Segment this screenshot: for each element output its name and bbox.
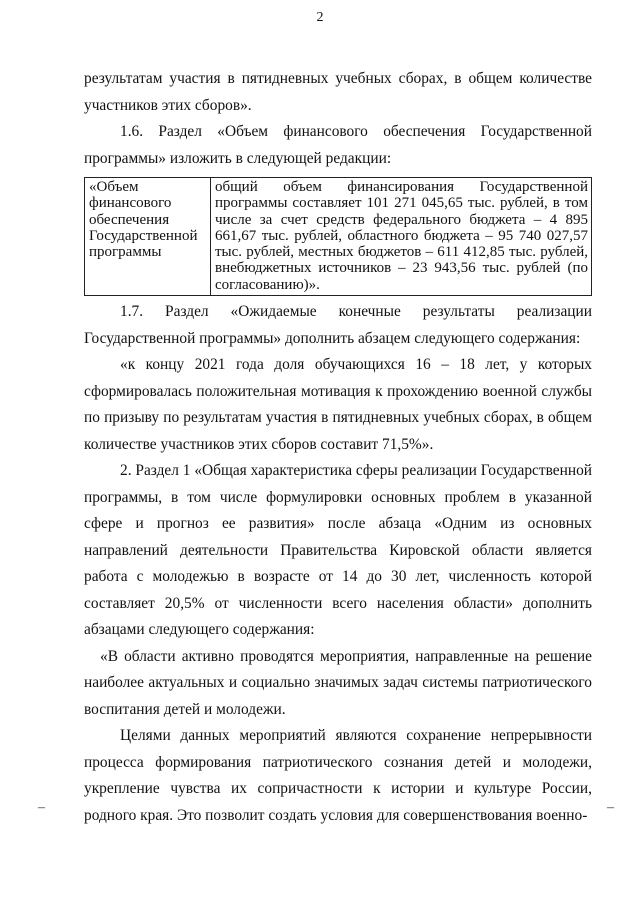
- document-body: [84, 66, 592, 829]
- right-margin-mark: –: [607, 800, 614, 815]
- paragraph-2: 2. Раздел 1 «Общая характеристика сферы реализации Государственной программы, в том числе формулировки основных проблем в указанной сфере и прогноз ее развития» после абзаца «Одним из основных направлений деятельности Правительства Кировской области является работа с молодежью в возрасте от 14 до 30 лет, численность которой составляет 20,5% от численности всего населения области» дополнить абзацами следующего содержания:: [84, 462, 592, 639]
- paragraph-continuation: результатам участия в пятидневных учебных сборах, в общем количестве участников этих сборов».: [84, 70, 592, 114]
- left-margin-mark: –: [38, 800, 45, 815]
- paragraph-1-6: 1.6. Раздел «Объем финансового обеспечения Государственной программы» изложить в следующей редакции:: [84, 123, 592, 167]
- table-row: [85, 178, 592, 296]
- funding-table: [84, 177, 592, 296]
- paragraph-quote-activities: «В области активно проводятся мероприятия, направленные на решение наиболее актуальных и социально значимых задач системы патриотического воспитания детей и молодежи.: [84, 647, 592, 718]
- table-cell-value: общий объем финансирования Государственной программы составляет 101 271 045,65 тыс. рублей, в том числе за счет средств федерального бюджета – 4 895 661,67 тыс. рублей, областного бюджета – 95 740 027,57 тыс. рублей, местных бюджетов – 611 412,85 тыс. рублей, внебюджетных источников – 23 943,56 тыс. рублей (по согласованию)».: [211, 178, 592, 296]
- paragraph-quote-2021: «к концу 2021 года доля обучающихся 16 – 18 лет, у которых сформировалась положительная мотивация к прохождению военной службы по призыву по результатам участия в пятидневных учебных сборах, в общем количестве участников этих сборов составит 71,5%».: [84, 356, 592, 453]
- paragraph-goals: Целями данных мероприятий являются сохранение непрерывности процесса формирования патриотического сознания детей и молодежи, укрепление чувства их сопричастности к истории и культуре России, родного края. Это позволит создать условия для совершенствования военно-: [84, 727, 592, 824]
- paragraph-1-7: 1.7. Раздел «Ожидаемые конечные результаты реализации Государственной программы» дополнить абзацем следующего содержания:: [84, 303, 592, 347]
- table-cell-label: «Объем финансового обеспечения Государственной программы: [85, 178, 211, 296]
- page-number: 2: [316, 10, 324, 25]
